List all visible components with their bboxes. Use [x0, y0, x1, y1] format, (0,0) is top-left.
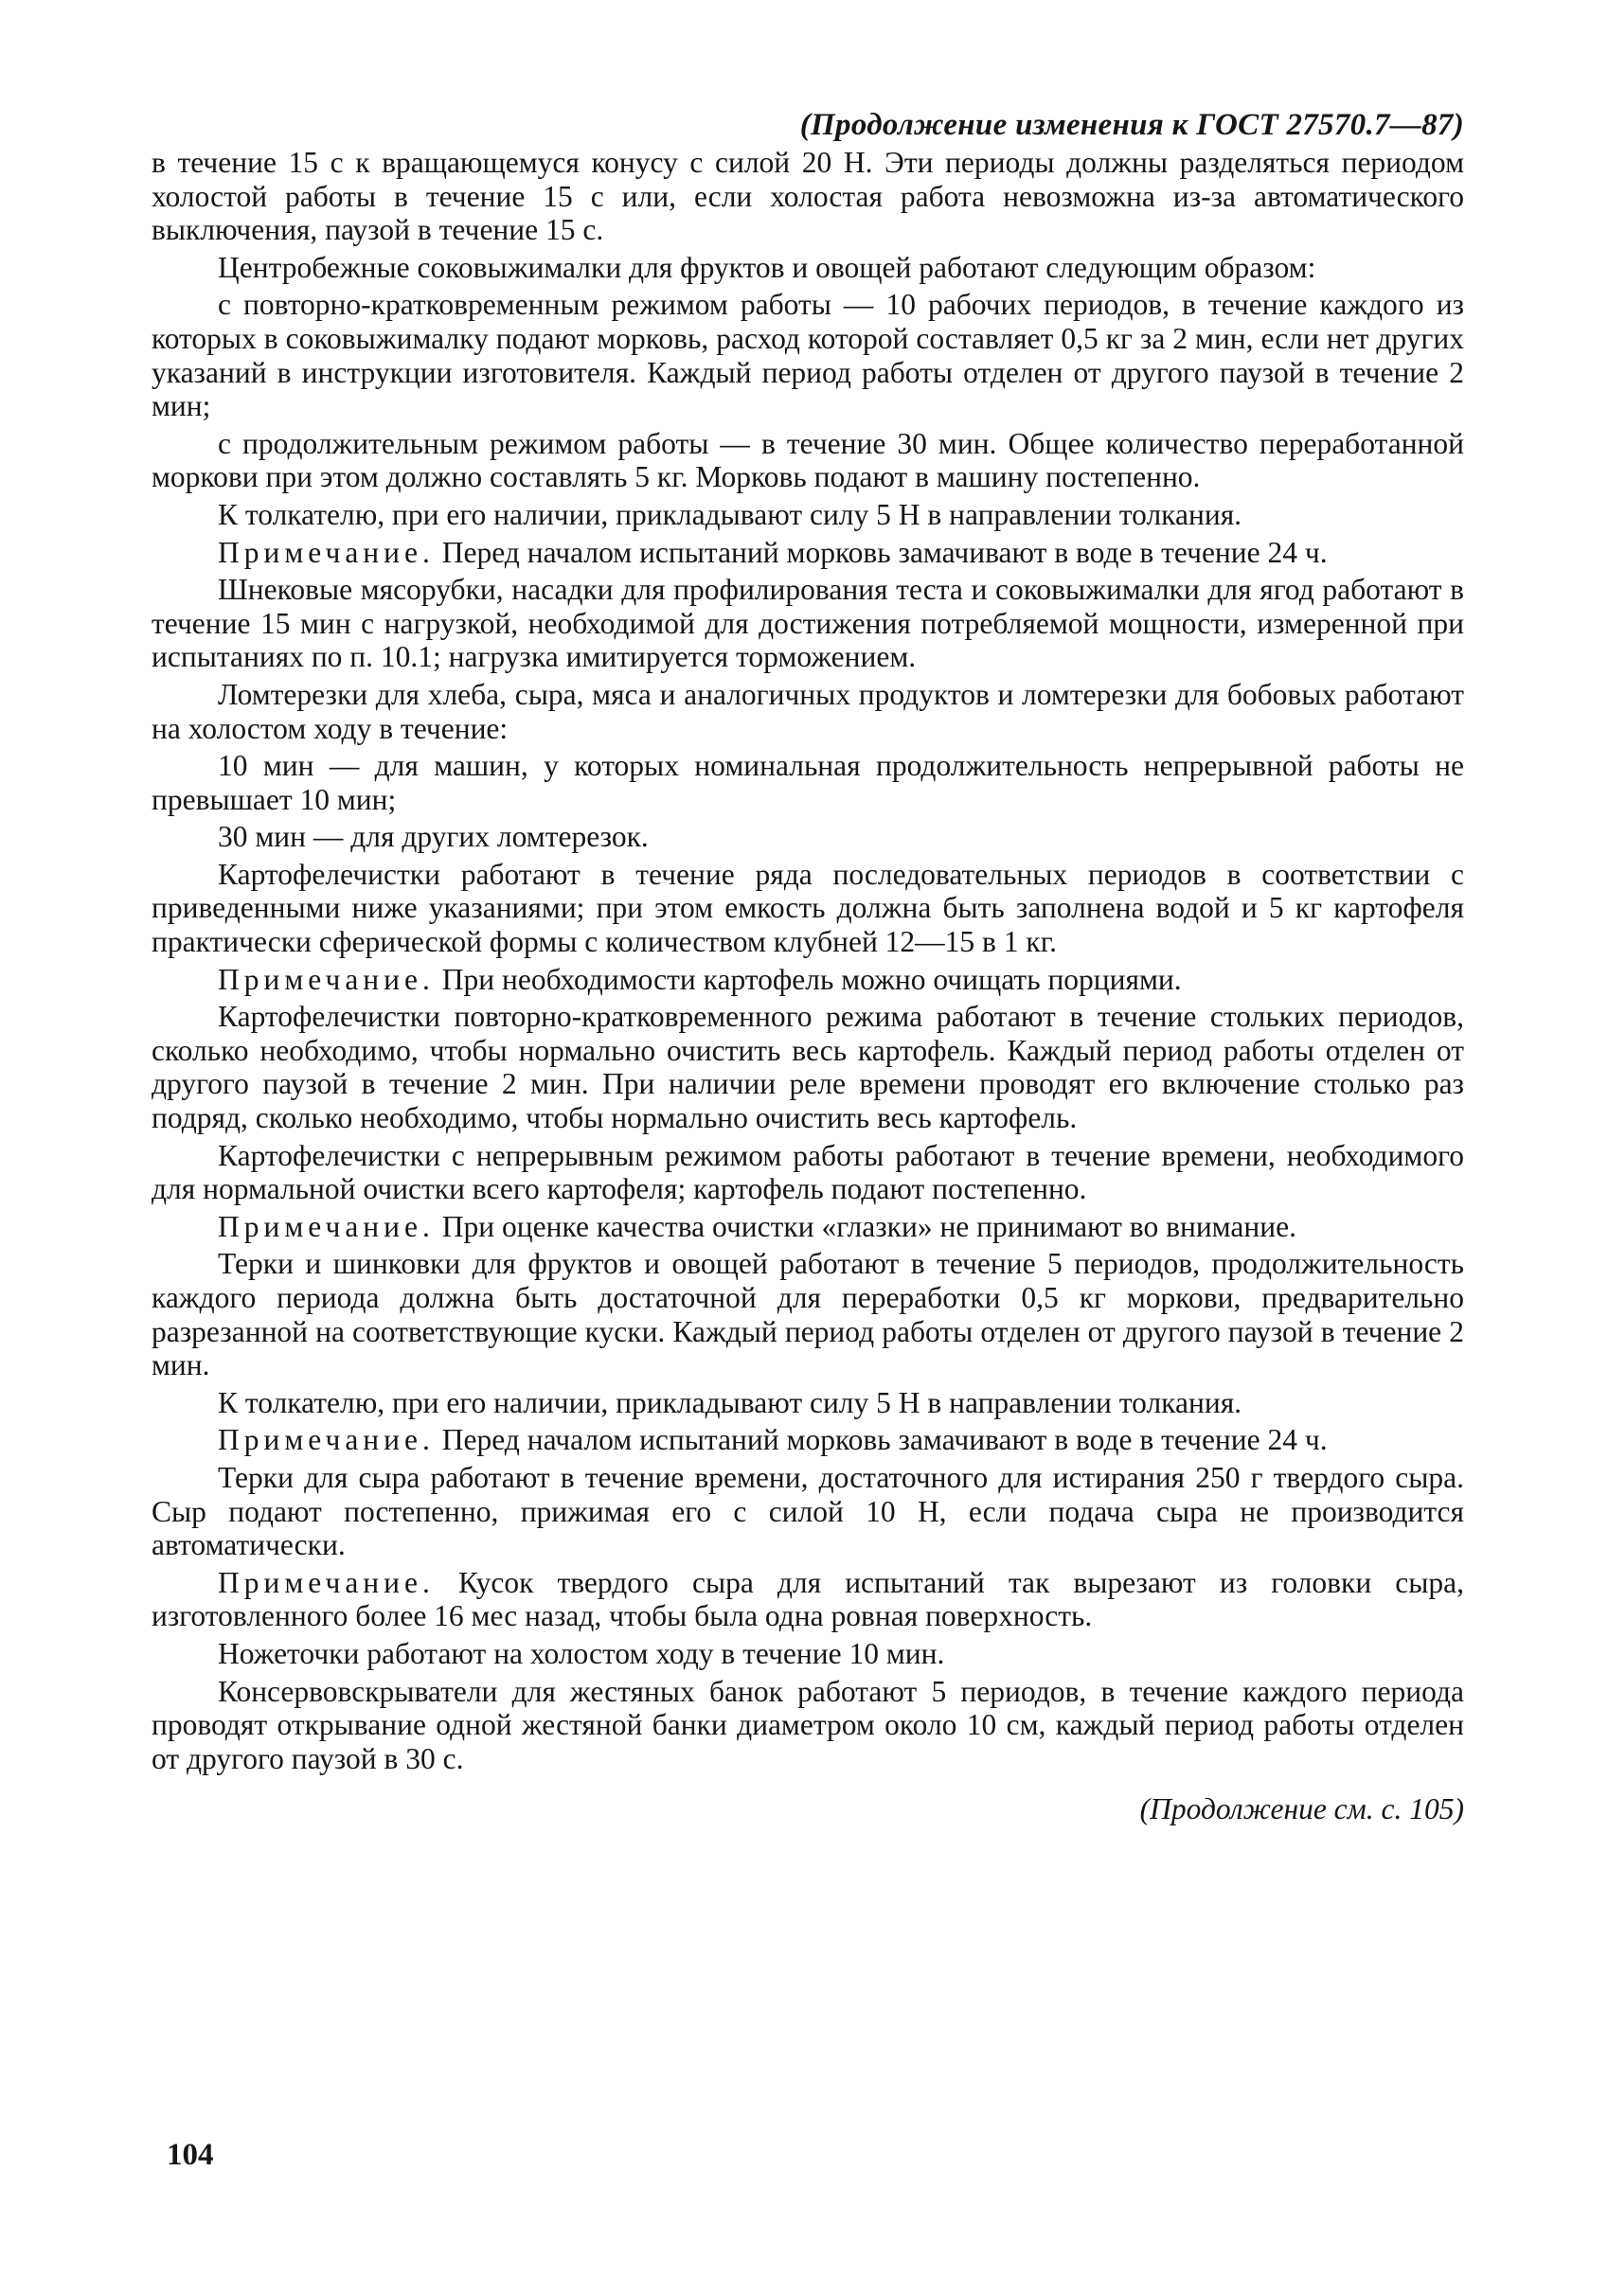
note-text: Перед началом испытаний морковь замачивают в воде в течение 24 ч.	[441, 535, 1328, 569]
paragraph: Центробежные соковыжималки для фруктов и овощей работают следующим образом:	[218, 250, 1316, 284]
note	[152, 1210, 1464, 1244]
note-label: Примечание.	[218, 1565, 435, 1599]
note-text: При необходимости картофель можно очищать порциями.	[441, 962, 1182, 996]
note-label: Примечание.	[218, 962, 435, 996]
paragraph: с повторно-кратковременным режимом работы — 10 рабочих периодов, в течение каждого из которых в соковыжималку подают морковь, расход которой составляет 0,5 кг за 2 мин, если нет других указаний в инструкции изготовителя. Каждый период работы отделен от другого паузой в течение 2 мин;	[152, 288, 1464, 423]
document-page	[152, 106, 1464, 1826]
paragraph: К толкателю, при его наличии, прикладывают силу 5 Н в направлении толкания.	[218, 1385, 1242, 1419]
paragraph: Картофелечистки с непрерывным режимом работы работают в течение времени, необходимого для нормальной очистки всего картофеля; картофель подают постепенно.	[152, 1138, 1464, 1206]
paragraph: с продолжительным режимом работы — в течение 30 мин. Общее количество переработанной моркови при этом должно составлять 5 кг. Морковь подают в машину постепенно.	[152, 426, 1464, 494]
paragraph: 30 мин — для других ломтерезок.	[218, 820, 649, 854]
paragraph: Картофелечистки повторно-кратковременного режима работают в течение стольких периодов, сколько необходимо, чтобы нормально очистить весь картофель. Каждый период работы отделен от другого паузой в течение 2 мин. При наличии реле времени проводят его включение столько раз подряд, сколько необходимо, чтобы нормально очистить весь картофель.	[152, 1000, 1464, 1135]
paragraph: Терки и шинковки для фруктов и овощей работают в течение 5 периодов, продолжительность каждого периода должна быть достаточной для переработки 0,5 кг моркови, предварительно разрезанной на соответствующие куски. Каждый период работы отделен от другого паузой в течение 2 мин.	[152, 1247, 1464, 1382]
note	[152, 1423, 1464, 1457]
note-label: Примечание.	[218, 535, 435, 569]
paragraph: 10 мин — для машин, у которых номинальная продолжительность непрерывной работы не превышает 10 мин;	[152, 749, 1464, 816]
note-label: Примечание.	[218, 1209, 435, 1243]
continuation-header: (Продолжение изменения к ГОСТ 27570.7—87)	[799, 108, 1464, 142]
paragraph: Шнековые мясорубки, насадки для профилирования теста и соковыжималки для ягод работают в течение 15 мин с нагрузкой, необходимой для достижения потребляемой мощности, измеренной при испытаниях по п. 10.1; нагрузка имитируется торможением.	[152, 573, 1464, 674]
paragraph: Картофелечистки работают в течение ряда последовательных периодов в соответствии с приведенными ниже указаниями; при этом емкость должна быть заполнена водой и 5 кг картофеля практически сферической формы с количеством клубней 12—15 в 1 кг.	[152, 857, 1464, 959]
paragraph: Консервовскрыватели для жестяных банок работают 5 периодов, в течение каждого периода проводят открывание одной жестяной банки диаметром около 10 см, каждый период работы отделен от другого паузой в 30 с.	[152, 1674, 1464, 1775]
continuation-footer: (Продолжение см. с. 105)	[1139, 1792, 1464, 1826]
note	[152, 536, 1464, 570]
paragraph: Ломтерезки для хлеба, сыра, мяса и аналогичных продуктов и ломтерезки для бобовых работают на холостом ходу в течение:	[152, 677, 1464, 745]
note	[152, 1566, 1464, 1633]
note-text: Кусок твердого сыра для испытаний так вырезают из головки сыра, изготовленного более 16 мес назад, чтобы была одна ровная поверхность.	[152, 1565, 1465, 1633]
paragraph: К толкателю, при его наличии, прикладывают силу 5 Н в направлении толкания.	[218, 497, 1242, 531]
note-text: При оценке качества очистки «глазки» не принимают во внимание.	[441, 1209, 1296, 1243]
paragraph: Терки для сыра работают в течение времени, достаточного для истирания 250 г твердого сыра. Сыр подают постепенно, прижимая его с силой 10 Н, если подача сыра не производится автоматически.	[152, 1460, 1464, 1562]
paragraph: Ножеточки работают на холостом ходу в течение 10 мин.	[218, 1636, 945, 1670]
page-number: 104	[167, 2138, 214, 2172]
paragraph: в течение 15 с к вращающемуся конусу с силой 20 Н. Эти периоды должны разделяться периодом холостой работы в течение 15 с или, если холостая работа невозможна из-за автоматического выключения, паузой в течение 15 с.	[152, 146, 1464, 247]
note-text: Перед началом испытаний морковь замачивают в воде в течение 24 ч.	[441, 1423, 1328, 1457]
note	[152, 963, 1464, 997]
note-label: Примечание.	[218, 1423, 435, 1457]
